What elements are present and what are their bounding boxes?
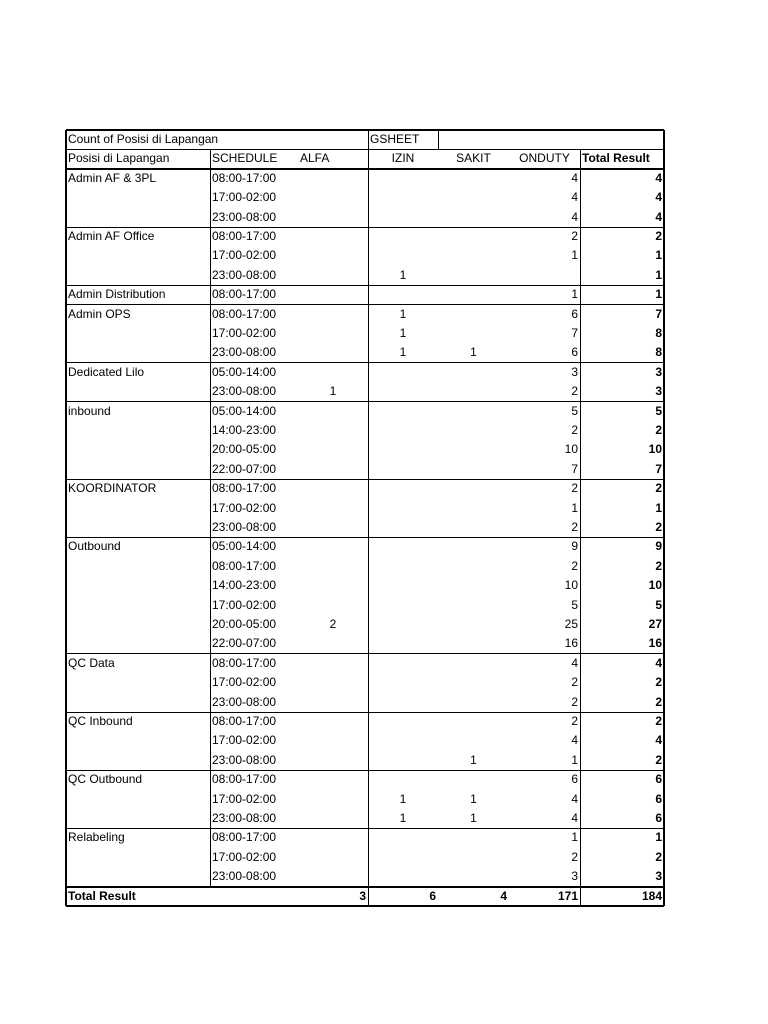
onduty-cell: 4 [571,190,578,205]
izin-cell [368,537,438,556]
schedule-cell: 22:00-07:00 [212,461,277,476]
izin-cell [368,227,438,246]
total-cell: 10 [648,442,662,457]
grid-line [438,130,439,149]
column-header[interactable]: IZIN [391,151,415,166]
izin-cell [368,557,438,576]
sakit-cell [438,169,509,188]
grid-line [66,401,664,402]
total-cell: 2 [655,558,662,573]
grid-line [66,905,664,907]
sakit-cell [438,615,509,634]
group-label: QC Outbound [68,772,143,787]
sakit-cell [438,576,509,595]
total-cell: 4 [655,733,662,748]
total-sakit: 6 [429,888,436,903]
alfa-cell [298,460,368,479]
sakit-cell [438,421,509,440]
schedule-cell: 17:00-02:00 [212,326,277,340]
schedule-cell: 14:00-23:00 [212,578,277,593]
grid-line [66,285,664,286]
onduty-cell: 2 [571,481,578,496]
onduty-cell: 6 [571,772,578,787]
sakit-cell [438,188,509,207]
schedule-cell: 08:00-17:00 [212,287,277,302]
alfa-cell [298,712,368,731]
izin-cell [368,673,438,692]
izin-cell [368,421,438,440]
izin-cell [368,770,438,789]
sakit-cell [438,518,509,537]
alfa-cell [298,402,368,421]
izin-cell: 1 [399,791,407,806]
sakit-cell [438,208,509,227]
total-cell: 3 [655,869,662,884]
alfa-cell [298,790,368,809]
total-cell: 7 [655,461,662,476]
total-cell: 3 [655,384,662,399]
schedule-cell: 23:00-08:00 [212,694,277,709]
alfa-cell [298,208,368,227]
schedule-cell: 23:00-08:00 [212,520,277,534]
sakit-cell [438,266,509,285]
total-cell: 1 [655,267,662,282]
onduty-cell: 6 [571,345,578,360]
grid-line [210,149,211,886]
alfa-cell [298,499,368,518]
onduty-cell: 2 [571,520,578,534]
sakit-cell [438,731,509,750]
alfa-cell: 2 [329,617,337,631]
total-cell: 1 [655,500,662,515]
onduty-cell: 2 [571,384,578,399]
sakit-cell [438,693,509,712]
group-label: Admin Distribution [68,287,166,302]
sakit-cell [438,537,509,556]
onduty-cell: 4 [571,791,578,806]
schedule-cell: 23:00-08:00 [212,209,277,224]
schedule-cell: 08:00-17:00 [212,772,277,787]
onduty-cell: 10 [564,578,578,593]
onduty-cell: 2 [571,229,578,243]
izin-cell [368,518,438,537]
grid-line [663,130,665,906]
schedule-cell: 08:00-17:00 [212,655,277,670]
schedule-cell: 17:00-02:00 [212,791,277,806]
sakit-cell [438,654,509,673]
izin-cell [368,246,438,265]
izin-cell: 1 [399,811,407,825]
schedule-cell: 20:00-05:00 [212,442,277,457]
sakit-cell [438,499,509,518]
column-header[interactable]: ONDUTY [519,151,570,166]
onduty-cell: 9 [571,539,578,554]
schedule-cell: 23:00-08:00 [212,345,277,360]
sakit-cell [438,460,509,479]
onduty-cell: 2 [571,694,578,709]
schedule-cell: 08:00-17:00 [212,558,277,573]
izin-cell [368,402,438,421]
grid-line [66,362,664,363]
alfa-cell [298,324,368,343]
izin-cell [368,285,438,304]
schedule-cell: 23:00-08:00 [212,752,277,767]
group-label: Admin AF Office [68,229,155,243]
grid-line [66,886,664,888]
izin-cell: 1 [399,306,407,321]
izin-cell [368,654,438,673]
grid-line [66,770,664,771]
alfa-cell [298,809,368,828]
total-cell: 2 [655,520,662,534]
total-other: 171 [557,888,578,903]
izin-cell [368,382,438,401]
total-cell: 2 [655,752,662,767]
schedule-cell: 17:00-02:00 [212,849,277,864]
sakit-cell [438,402,509,421]
schedule-cell: 05:00-14:00 [212,539,277,554]
total-cell: 4 [655,655,662,670]
izin-cell: 1 [399,345,407,360]
grid-line [66,653,664,654]
onduty-cell: 1 [571,752,578,767]
total-onduty: 4 [500,888,507,903]
izin-cell [368,848,438,867]
alfa-cell [298,285,368,304]
izin-cell [368,460,438,479]
schedule-cell: 17:00-02:00 [212,500,277,515]
onduty-cell: 4 [571,733,578,748]
column-header[interactable]: Posisi di Lapangan [68,151,170,166]
alfa-cell [298,848,368,867]
column-header[interactable]: SCHEDULE [212,151,278,166]
schedule-cell: 08:00-17:00 [212,714,277,728]
alfa-cell [298,246,368,265]
total-cell: 2 [655,714,662,728]
grid-line [66,129,664,131]
izin-cell [368,731,438,750]
izin-cell: 1 [399,326,407,340]
total-cell: 4 [655,209,662,224]
alfa-cell [298,169,368,188]
onduty-cell: 2 [571,849,578,864]
onduty-cell: 4 [571,655,578,670]
sakit-cell [438,770,509,789]
pivot-title: Count of Posisi di Lapangan [68,132,219,146]
schedule-cell: 08:00-17:00 [212,830,277,845]
izin-cell [368,479,438,498]
total-cell: 2 [655,481,662,496]
sakit-cell [438,227,509,246]
schedule-cell: 23:00-08:00 [212,384,277,399]
sakit-cell [438,673,509,692]
total-cell: 3 [655,364,662,379]
alfa-cell [298,440,368,459]
onduty-cell: 4 [571,170,578,185]
group-label: inbound [68,403,111,418]
alfa-cell [298,227,368,246]
izin-cell: 1 [399,267,407,282]
sakit-cell [438,382,509,401]
alfa-cell [298,266,368,285]
total-cell: 2 [655,423,662,437]
alfa-cell [298,731,368,750]
alfa-cell: 1 [329,384,337,399]
sakit-cell [438,867,509,886]
sakit-cell [438,596,509,615]
alfa-cell [298,305,368,324]
schedule-cell: 08:00-17:00 [212,170,277,185]
sakit-cell [438,634,509,653]
grid-line [66,149,664,150]
total-cell: 5 [655,597,662,612]
izin-cell [368,828,438,847]
alfa-cell [298,867,368,886]
sakit-cell: 1 [470,791,477,806]
sakit-cell: 1 [470,345,477,360]
sakit-cell [438,828,509,847]
onduty-cell: 2 [571,675,578,690]
schedule-cell: 17:00-02:00 [212,597,277,612]
onduty-cell: 3 [571,364,578,379]
sakit-cell [438,305,509,324]
sakit-cell [438,324,509,343]
alfa-cell [298,188,368,207]
sakit-cell [438,848,509,867]
izin-cell [368,440,438,459]
sakit-cell [438,479,509,498]
total-cell: 2 [655,229,662,243]
group-label: QC Inbound [68,714,133,728]
grid-line [66,712,664,713]
group-label: KOORDINATOR [68,481,157,496]
total-cell: 2 [655,694,662,709]
total-cell: 5 [655,403,662,418]
grid-line [66,537,664,538]
onduty-cell: 5 [571,403,578,418]
alfa-cell [298,421,368,440]
onduty-cell: 1 [571,248,578,263]
izin-cell [368,499,438,518]
total-cell: 6 [655,772,662,787]
grid-line [66,304,664,305]
total-cell: 1 [655,287,662,302]
onduty-cell: 3 [571,869,578,884]
total-izin: 3 [359,888,366,903]
pivot-table [66,130,664,907]
group-label: Relabeling [68,830,125,845]
onduty-cell: 7 [571,461,578,476]
schedule-cell: 23:00-08:00 [212,811,277,825]
alfa-cell [298,751,368,770]
schedule-cell: 23:00-08:00 [212,267,277,282]
group-label: Admin AF & 3PL [68,170,157,185]
group-label: Dedicated Lilo [68,364,145,379]
schedule-cell: 05:00-14:00 [212,403,277,418]
column-header[interactable]: SAKIT [456,151,491,166]
schedule-cell: 08:00-17:00 [212,229,277,243]
schedule-cell: 08:00-17:00 [212,306,277,321]
total-cell: 8 [655,326,662,340]
izin-cell [368,208,438,227]
group-label: Outbound [68,539,121,554]
onduty-cell: 1 [571,287,578,302]
alfa-cell [298,557,368,576]
total-cell: 8 [655,345,662,360]
schedule-cell: 17:00-02:00 [212,733,277,748]
sakit-cell [438,440,509,459]
schedule-cell: 17:00-02:00 [212,675,277,690]
group-label: QC Data [68,655,115,670]
izin-cell [368,169,438,188]
total-cell: 2 [655,849,662,864]
total-cell: 7 [655,306,662,321]
onduty-cell: 2 [571,558,578,573]
onduty-cell: 5 [571,597,578,612]
alfa-cell [298,828,368,847]
total-cell: 4 [655,170,662,185]
onduty-cell: 25 [564,617,578,631]
grid-line [65,130,67,906]
sakit-cell [438,363,509,382]
schedule-cell: 05:00-14:00 [212,364,277,379]
grid-line [66,168,664,170]
schedule-cell: 08:00-17:00 [212,481,277,496]
alfa-cell [298,479,368,498]
total-cell: 2 [655,675,662,690]
total-cell: 9 [655,539,662,554]
izin-cell [368,188,438,207]
alfa-cell [298,518,368,537]
grid-line [66,227,664,228]
alfa-cell [298,654,368,673]
schedule-cell: 23:00-08:00 [212,869,277,884]
column-header[interactable]: Total Result [582,151,650,166]
sakit-cell [438,557,509,576]
schedule-cell: 22:00-07:00 [212,636,277,651]
alfa-cell [298,634,368,653]
onduty-cell: 2 [571,714,578,728]
grid-line [66,479,664,480]
onduty-cell: 6 [571,306,578,321]
total-cell: 6 [655,791,662,806]
onduty-cell: 7 [571,326,578,340]
total-cell: 10 [648,578,662,593]
alfa-cell [298,596,368,615]
onduty-cell: 1 [571,830,578,845]
total-cell: 1 [655,248,662,263]
alfa-cell [298,537,368,556]
onduty-cell: 2 [571,423,578,437]
izin-cell [368,712,438,731]
alfa-cell [298,343,368,362]
izin-cell [368,634,438,653]
onduty-cell: 4 [571,209,578,224]
sakit-cell [438,285,509,304]
schedule-cell: 14:00-23:00 [212,423,277,437]
total-label: Total Result [68,888,136,903]
total-cell: 16 [648,636,662,651]
alfa-cell [298,673,368,692]
total-grand: 184 [641,888,662,903]
filter-field[interactable]: GSHEET [370,132,420,146]
sakit-cell: 1 [470,752,477,767]
total-cell: 4 [655,190,662,205]
izin-cell [368,363,438,382]
onduty-cell: 16 [564,636,578,651]
izin-cell [368,867,438,886]
izin-cell [368,693,438,712]
total-cell: 6 [655,811,662,825]
alfa-cell [298,693,368,712]
sakit-cell [438,246,509,265]
grid-line [368,130,369,906]
izin-cell [368,576,438,595]
onduty-cell [509,266,580,285]
schedule-cell: 17:00-02:00 [212,248,277,263]
column-header[interactable]: ALFA [300,151,330,166]
grid-line [580,149,581,906]
onduty-cell: 1 [571,500,578,515]
sakit-cell: 1 [470,811,477,825]
alfa-cell [298,770,368,789]
onduty-cell: 10 [564,442,578,457]
total-cell: 27 [648,617,662,631]
alfa-cell [298,363,368,382]
grid-line [66,828,664,829]
schedule-cell: 17:00-02:00 [212,190,277,205]
alfa-cell [298,576,368,595]
sakit-cell [438,712,509,731]
schedule-cell: 20:00-05:00 [212,617,277,631]
onduty-cell: 4 [571,811,578,825]
group-label: Admin OPS [68,306,131,321]
izin-cell [368,751,438,770]
total-cell: 1 [655,830,662,845]
izin-cell [368,596,438,615]
izin-cell [368,615,438,634]
